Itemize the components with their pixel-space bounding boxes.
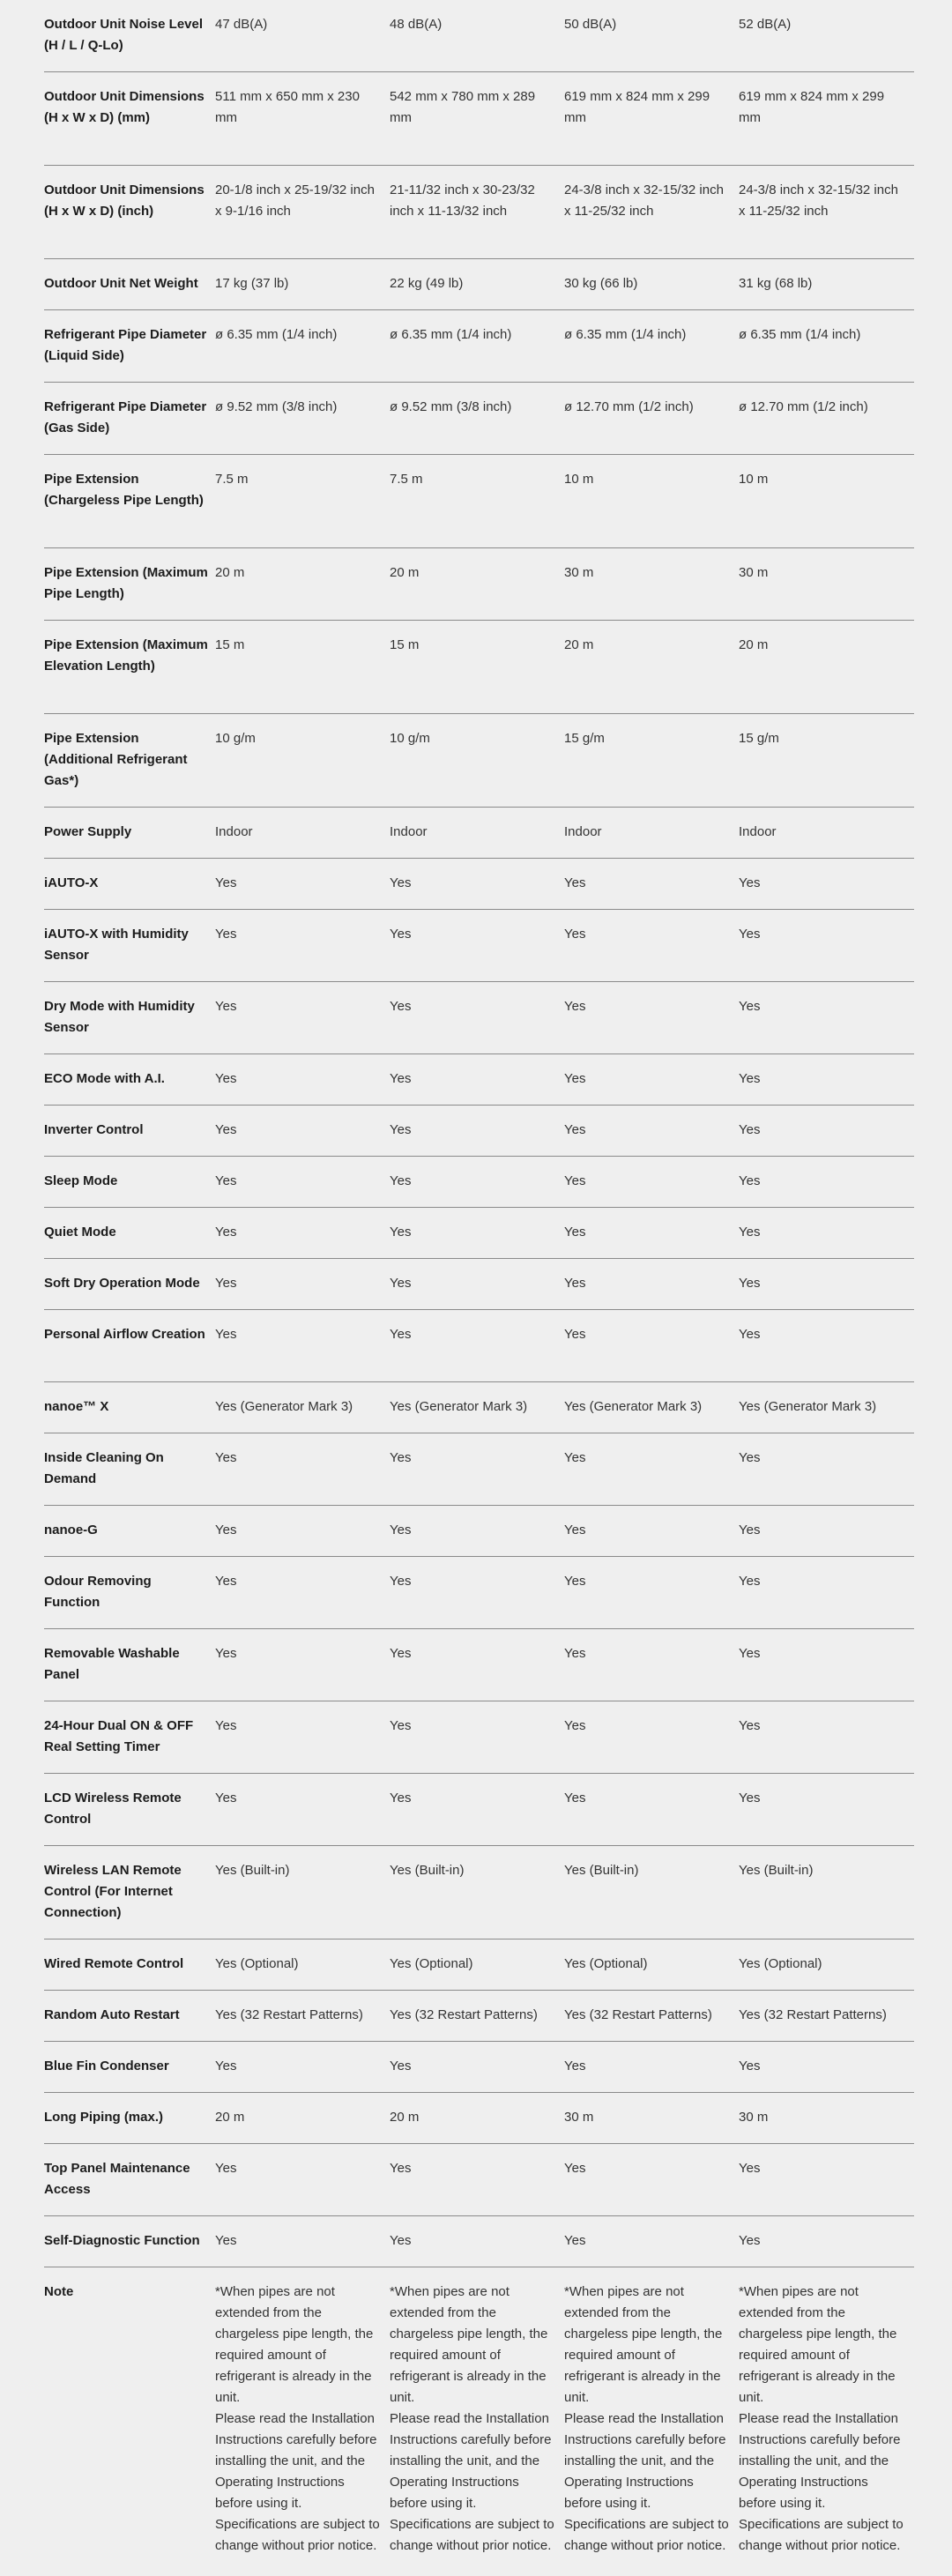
spec-value: Yes bbox=[390, 1523, 412, 1537]
spec-row-nanoe-x bbox=[44, 1382, 914, 1433]
spec-value: Yes bbox=[215, 1718, 237, 1733]
spec-value: Yes bbox=[215, 927, 237, 942]
spec-value: 20 m bbox=[390, 565, 420, 580]
spec-value: Yes (32 Restart Patterns) bbox=[564, 2007, 712, 2022]
spec-label: Top Panel Maintenance Access bbox=[44, 2161, 190, 2197]
spec-value: Yes (Optional) bbox=[215, 1956, 299, 1971]
spec-value: 47 dB(A) bbox=[215, 17, 268, 32]
spec-label: Outdoor Unit Dimensions (H x W x D) (inch) bbox=[44, 182, 205, 219]
spec-value: Yes bbox=[564, 1574, 586, 1589]
spec-label: Outdoor Unit Dimensions (H x W x D) (mm) bbox=[44, 89, 205, 125]
spec-value: Yes bbox=[564, 1173, 586, 1188]
spec-row-eco-mode bbox=[44, 1054, 914, 1106]
spec-value: Yes bbox=[215, 1646, 237, 1661]
spec-value: 15 m bbox=[390, 637, 420, 652]
spec-row-dimensions-inch bbox=[44, 166, 914, 259]
spec-row-inverter-control bbox=[44, 1106, 914, 1157]
spec-value: Yes (32 Restart Patterns) bbox=[390, 2007, 538, 2022]
spec-value: 20 m bbox=[739, 637, 769, 652]
spec-label: Refrigerant Pipe Diameter (Liquid Side) bbox=[44, 327, 207, 363]
spec-value: 31 kg (68 lb) bbox=[739, 276, 813, 291]
spec-value: Yes (Generator Mark 3) bbox=[564, 1399, 703, 1414]
spec-value: 20 m bbox=[215, 2110, 245, 2125]
spec-value: Yes bbox=[215, 2161, 237, 2176]
spec-value: Yes bbox=[390, 1071, 412, 1086]
spec-value: ø 6.35 mm (1/4 inch) bbox=[215, 327, 338, 342]
spec-value: Yes bbox=[564, 1450, 586, 1465]
spec-value: ø 12.70 mm (1/2 inch) bbox=[739, 399, 868, 414]
spec-label: Sleep Mode bbox=[44, 1173, 118, 1188]
spec-row-pipe-gas bbox=[44, 383, 914, 455]
spec-value: Yes (Generator Mark 3) bbox=[215, 1399, 353, 1414]
spec-value: Yes bbox=[564, 1646, 586, 1661]
spec-value: Yes bbox=[739, 1450, 761, 1465]
spec-row-iauto-x-humidity bbox=[44, 910, 914, 982]
spec-value: Yes bbox=[390, 2233, 412, 2248]
spec-value: Yes bbox=[739, 1523, 761, 1537]
spec-value: Yes bbox=[564, 999, 586, 1014]
spec-value: Yes bbox=[564, 2233, 586, 2248]
spec-label: Inside Cleaning On Demand bbox=[44, 1450, 164, 1486]
spec-value: Yes (Optional) bbox=[564, 1956, 648, 1971]
note-text bbox=[215, 2282, 390, 2567]
spec-row-odour-removing bbox=[44, 1557, 914, 1629]
spec-row-iauto-x bbox=[44, 859, 914, 910]
spec-label: Random Auto Restart bbox=[44, 2007, 180, 2022]
spec-value: 17 kg (37 lb) bbox=[215, 276, 289, 291]
spec-value: Yes bbox=[215, 1276, 237, 1291]
spec-value: 20-1/8 inch x 25-19/32 inch x 9-1/16 inch bbox=[215, 182, 375, 219]
spec-value: ø 9.52 mm (3/8 inch) bbox=[215, 399, 338, 414]
spec-label: LCD Wireless Remote Control bbox=[44, 1791, 182, 1827]
spec-value: Yes bbox=[390, 927, 412, 942]
spec-value: Yes (32 Restart Patterns) bbox=[739, 2007, 887, 2022]
spec-value: 30 m bbox=[564, 565, 594, 580]
spec-row-max-pipe-length bbox=[44, 548, 914, 621]
spec-value: Yes bbox=[739, 1225, 761, 1240]
spec-label: Dry Mode with Humidity Sensor bbox=[44, 999, 195, 1035]
spec-value: Yes bbox=[390, 1574, 412, 1589]
spec-row-personal-airflow bbox=[44, 1310, 914, 1382]
spec-label: Outdoor Unit Noise Level (H / L / Q-Lo) bbox=[44, 17, 204, 53]
spec-value: Yes bbox=[564, 2059, 586, 2073]
note-paragraph: *When pipes are not extended from the chargeless pipe length, the required amount of refrigerant is already in the unit. bbox=[390, 2284, 548, 2405]
spec-value: Yes bbox=[564, 875, 586, 890]
spec-row-dual-timer bbox=[44, 1701, 914, 1774]
spec-value: Yes bbox=[564, 927, 586, 942]
spec-value: Yes bbox=[739, 2059, 761, 2073]
spec-value: Yes bbox=[739, 1646, 761, 1661]
spec-value: ø 12.70 mm (1/2 inch) bbox=[564, 399, 694, 414]
spec-label: nanoe-G bbox=[44, 1523, 98, 1537]
spec-value: 10 m bbox=[564, 472, 594, 487]
spec-row-washable-panel bbox=[44, 1629, 914, 1701]
spec-value: Yes bbox=[215, 1327, 237, 1342]
spec-value: Yes (Built-in) bbox=[564, 1863, 639, 1878]
spec-value: Yes bbox=[215, 1450, 237, 1465]
spec-label: Long Piping (max.) bbox=[44, 2110, 163, 2125]
spec-row-dimensions-mm bbox=[44, 72, 914, 166]
spec-value: Yes (Built-in) bbox=[739, 1863, 814, 1878]
spec-label: Odour Removing Function bbox=[44, 1574, 152, 1610]
spec-value: 511 mm x 650 mm x 230 mm bbox=[215, 89, 360, 125]
spec-value: 7.5 m bbox=[390, 472, 423, 487]
spec-value: Yes bbox=[739, 2233, 761, 2248]
spec-value: Yes bbox=[390, 1718, 412, 1733]
spec-value: Yes bbox=[739, 875, 761, 890]
note-paragraph: Please read the Installation Instructions carefully before installing the unit, and the Operating Instructions before using it. Specifications are subject to change without prior notice. bbox=[390, 2411, 554, 2553]
spec-value: 7.5 m bbox=[215, 472, 249, 487]
spec-value: 542 mm x 780 mm x 289 mm bbox=[390, 89, 536, 125]
spec-label: Personal Airflow Creation bbox=[44, 1327, 205, 1342]
spec-value: Yes bbox=[564, 1327, 586, 1342]
spec-row-soft-dry bbox=[44, 1259, 914, 1310]
spec-label: Refrigerant Pipe Diameter (Gas Side) bbox=[44, 399, 207, 436]
spec-value: Yes bbox=[215, 2233, 237, 2248]
spec-value: Yes (Built-in) bbox=[390, 1863, 465, 1878]
spec-value: Yes bbox=[215, 1071, 237, 1086]
spec-label: iAUTO-X with Humidity Sensor bbox=[44, 927, 189, 963]
spec-value: Indoor bbox=[390, 824, 428, 839]
spec-value: 15 m bbox=[215, 637, 245, 652]
spec-value: 30 m bbox=[564, 2110, 594, 2125]
spec-value: Indoor bbox=[739, 824, 777, 839]
spec-value: Yes bbox=[390, 2161, 412, 2176]
spec-value: Yes bbox=[564, 1122, 586, 1137]
spec-label: nanoe™ X bbox=[44, 1399, 109, 1414]
spec-value: Yes bbox=[739, 1173, 761, 1188]
spec-label: Wired Remote Control bbox=[44, 1956, 184, 1971]
spec-row-note bbox=[44, 2267, 914, 2567]
spec-value: Yes bbox=[390, 1276, 412, 1291]
spec-value: 21-11/32 inch x 30-23/32 inch x 11-13/32 inch bbox=[390, 182, 535, 219]
note-paragraph: *When pipes are not extended from the chargeless pipe length, the required amount of refrigerant is already in the unit. bbox=[215, 2284, 374, 2405]
note-paragraph: *When pipes are not extended from the chargeless pipe length, the required amount of refrigerant is already in the unit. bbox=[564, 2284, 723, 2405]
spec-row-outdoor-noise bbox=[44, 0, 914, 72]
spec-value: 22 kg (49 lb) bbox=[390, 276, 464, 291]
spec-row-pipe-liquid bbox=[44, 310, 914, 383]
spec-value: Yes bbox=[390, 875, 412, 890]
spec-value: Yes bbox=[564, 1225, 586, 1240]
spec-value: ø 9.52 mm (3/8 inch) bbox=[390, 399, 512, 414]
spec-label: Inverter Control bbox=[44, 1122, 144, 1137]
spec-value: 30 m bbox=[739, 565, 769, 580]
spec-row-lcd-remote bbox=[44, 1774, 914, 1846]
note-text bbox=[739, 2282, 913, 2567]
spec-value: Yes bbox=[215, 875, 237, 890]
spec-value: Yes bbox=[739, 1327, 761, 1342]
spec-value: Yes bbox=[215, 1122, 237, 1137]
spec-row-dry-mode-humidity bbox=[44, 982, 914, 1054]
spec-value: Yes bbox=[739, 1791, 761, 1805]
spec-row-blue-fin bbox=[44, 2042, 914, 2093]
spec-value: Yes bbox=[739, 2161, 761, 2176]
spec-value: Yes bbox=[564, 2161, 586, 2176]
spec-value: Yes bbox=[215, 1574, 237, 1589]
spec-value: Yes bbox=[564, 1718, 586, 1733]
spec-label: 24-Hour Dual ON & OFF Real Setting Timer bbox=[44, 1718, 194, 1754]
spec-value: Yes bbox=[215, 1523, 237, 1537]
spec-label: Outdoor Unit Net Weight bbox=[44, 276, 198, 291]
spec-value: 30 m bbox=[739, 2110, 769, 2125]
spec-label: Self-Diagnostic Function bbox=[44, 2233, 200, 2248]
spec-label: Pipe Extension (Maximum Pipe Length) bbox=[44, 565, 208, 601]
spec-label: Quiet Mode bbox=[44, 1225, 116, 1240]
spec-value: 619 mm x 824 mm x 299 mm bbox=[564, 89, 710, 125]
spec-value: 20 m bbox=[215, 565, 245, 580]
spec-value: 48 dB(A) bbox=[390, 17, 443, 32]
spec-value: Yes bbox=[390, 1791, 412, 1805]
spec-table bbox=[44, 0, 914, 2567]
spec-value: 24-3/8 inch x 32-15/32 inch x 11-25/32 inch bbox=[564, 182, 724, 219]
spec-label: Pipe Extension (Maximum Elevation Length) bbox=[44, 637, 208, 674]
spec-label: Blue Fin Condenser bbox=[44, 2059, 169, 2073]
spec-value: ø 6.35 mm (1/4 inch) bbox=[564, 327, 687, 342]
spec-value: 15 g/m bbox=[739, 731, 779, 746]
spec-label: Soft Dry Operation Mode bbox=[44, 1276, 200, 1291]
spec-label: Removable Washable Panel bbox=[44, 1646, 180, 1682]
spec-row-sleep-mode bbox=[44, 1157, 914, 1208]
spec-value: Yes (Generator Mark 3) bbox=[390, 1399, 528, 1414]
spec-row-net-weight bbox=[44, 259, 914, 310]
spec-value: Yes bbox=[215, 1791, 237, 1805]
note-paragraph: Please read the Installation Instructions carefully before installing the unit, and the Operating Instructions before using it. Specifications are subject to change without prior notice. bbox=[564, 2411, 729, 2553]
spec-row-quiet-mode bbox=[44, 1208, 914, 1259]
spec-value: Yes (Optional) bbox=[739, 1956, 822, 1971]
spec-value: 52 dB(A) bbox=[739, 17, 792, 32]
spec-value: Indoor bbox=[564, 824, 602, 839]
spec-value: Yes bbox=[564, 1276, 586, 1291]
spec-value: Indoor bbox=[215, 824, 253, 839]
spec-value: Yes bbox=[390, 2059, 412, 2073]
spec-value: 10 g/m bbox=[390, 731, 430, 746]
spec-value: Yes bbox=[390, 1173, 412, 1188]
spec-row-nanoe-g bbox=[44, 1506, 914, 1557]
spec-value: 50 dB(A) bbox=[564, 17, 617, 32]
spec-value: ø 6.35 mm (1/4 inch) bbox=[390, 327, 512, 342]
spec-value: Yes bbox=[390, 1450, 412, 1465]
spec-row-chargeless-length bbox=[44, 455, 914, 548]
spec-value: Yes bbox=[739, 1574, 761, 1589]
spec-value: 10 m bbox=[739, 472, 769, 487]
spec-value: Yes bbox=[739, 999, 761, 1014]
spec-value: Yes bbox=[564, 1791, 586, 1805]
spec-label: Pipe Extension (Additional Refrigerant Gas*) bbox=[44, 731, 188, 788]
spec-row-auto-restart bbox=[44, 1991, 914, 2042]
spec-row-long-piping bbox=[44, 2093, 914, 2144]
spec-label: Pipe Extension (Chargeless Pipe Length) bbox=[44, 472, 204, 508]
spec-value: Yes bbox=[739, 1276, 761, 1291]
note-paragraph: Please read the Installation Instructions carefully before installing the unit, and the Operating Instructions before using it. Specifications are subject to change without prior notice. bbox=[739, 2411, 904, 2553]
spec-value: 20 m bbox=[564, 637, 594, 652]
spec-row-max-elevation bbox=[44, 621, 914, 714]
spec-value: Yes bbox=[739, 1071, 761, 1086]
spec-value: 30 kg (66 lb) bbox=[564, 276, 638, 291]
spec-row-power-supply bbox=[44, 808, 914, 859]
spec-row-wireless-lan bbox=[44, 1846, 914, 1939]
note-paragraph: Please read the Installation Instructions carefully before installing the unit, and the Operating Instructions before using it. Specifications are subject to change without prior notice. bbox=[215, 2411, 380, 2553]
spec-value: Yes bbox=[215, 1225, 237, 1240]
spec-value: Yes bbox=[564, 1523, 586, 1537]
spec-value: 10 g/m bbox=[215, 731, 256, 746]
spec-value: Yes (32 Restart Patterns) bbox=[215, 2007, 363, 2022]
spec-value: Yes bbox=[390, 1122, 412, 1137]
note-paragraph: *When pipes are not extended from the chargeless pipe length, the required amount of refrigerant is already in the unit. bbox=[739, 2284, 897, 2405]
note-text bbox=[564, 2282, 739, 2567]
spec-value: Yes bbox=[215, 1173, 237, 1188]
spec-value: Yes bbox=[390, 999, 412, 1014]
spec-value: Yes bbox=[390, 1225, 412, 1240]
spec-value: Yes (Generator Mark 3) bbox=[739, 1399, 877, 1414]
spec-value: Yes (Optional) bbox=[390, 1956, 473, 1971]
spec-label: iAUTO-X bbox=[44, 875, 99, 890]
spec-row-additional-gas bbox=[44, 714, 914, 808]
spec-label: Power Supply bbox=[44, 824, 132, 839]
spec-value: 15 g/m bbox=[564, 731, 605, 746]
spec-value: Yes bbox=[739, 927, 761, 942]
spec-row-self-diagnostic bbox=[44, 2216, 914, 2267]
spec-value: Yes bbox=[739, 1122, 761, 1137]
spec-value: 619 mm x 824 mm x 299 mm bbox=[739, 89, 885, 125]
spec-value: Yes bbox=[215, 999, 237, 1014]
spec-label: Wireless LAN Remote Control (For Internet Connection) bbox=[44, 1863, 182, 1920]
spec-row-inside-cleaning bbox=[44, 1433, 914, 1506]
spec-value: Yes (Built-in) bbox=[215, 1863, 290, 1878]
spec-value: ø 6.35 mm (1/4 inch) bbox=[739, 327, 861, 342]
note-text bbox=[390, 2282, 564, 2567]
spec-value: Yes bbox=[564, 1071, 586, 1086]
spec-label: ECO Mode with A.I. bbox=[44, 1071, 165, 1086]
spec-row-top-panel bbox=[44, 2144, 914, 2216]
spec-value: Yes bbox=[390, 1646, 412, 1661]
spec-value: Yes bbox=[739, 1718, 761, 1733]
note-label: Note bbox=[44, 2284, 74, 2299]
spec-value: Yes bbox=[215, 2059, 237, 2073]
spec-value: 20 m bbox=[390, 2110, 420, 2125]
spec-value: 24-3/8 inch x 32-15/32 inch x 11-25/32 inch bbox=[739, 182, 898, 219]
spec-row-wired-remote bbox=[44, 1939, 914, 1991]
spec-value: Yes bbox=[390, 1327, 412, 1342]
